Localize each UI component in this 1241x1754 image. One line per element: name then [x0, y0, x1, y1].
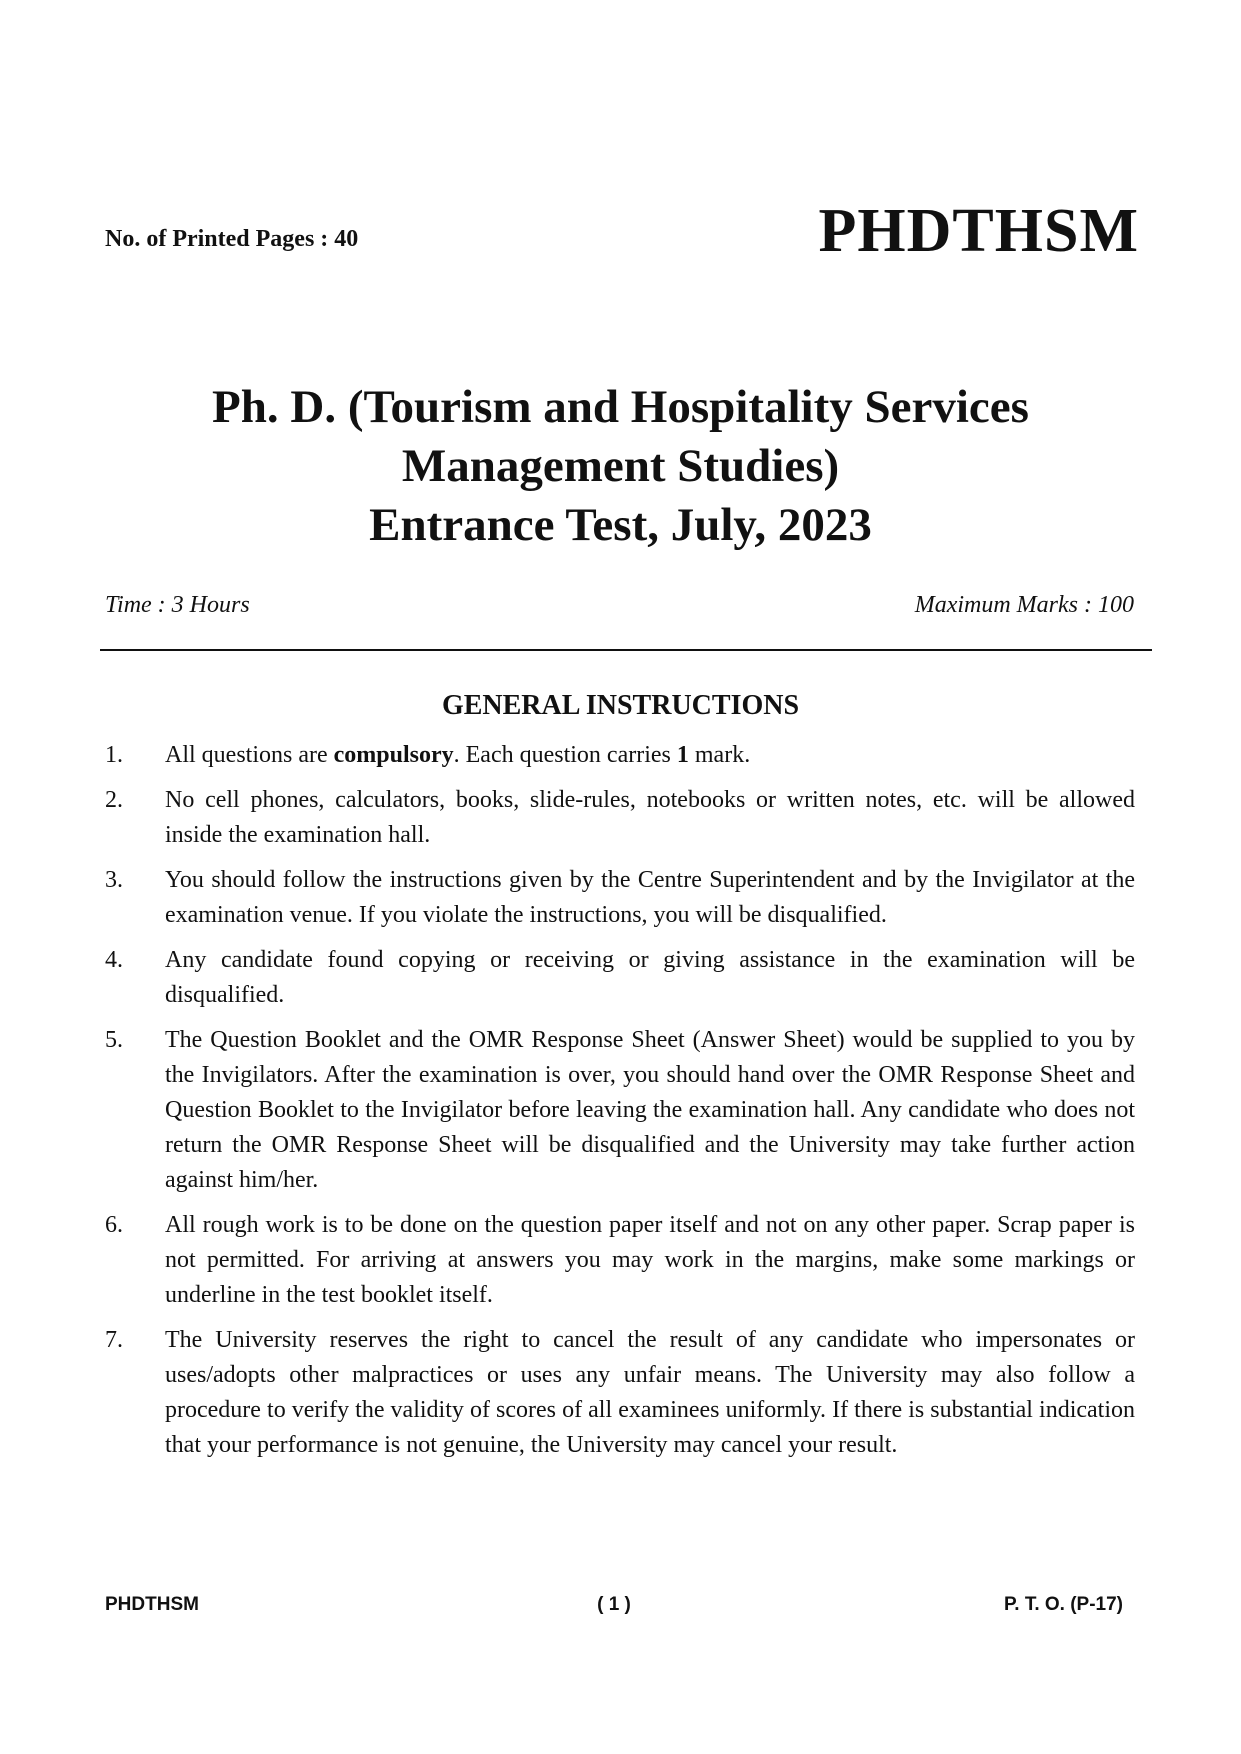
- instruction-item: [105, 1023, 1135, 1198]
- instruction-item: [105, 1208, 1135, 1313]
- footer-pto: P. T. O. (P-17): [1004, 1594, 1123, 1615]
- instruction-item: [105, 863, 1135, 933]
- printed-pages-count: No. of Printed Pages : 40: [105, 226, 359, 252]
- instruction-text: All rough work is to be done on the question paper itself and not on any other paper. Scrap paper is not permitted. For arriving at answers you may work in the margins, make some markings or underline in the test booklet itself.: [165, 1212, 1135, 1308]
- instruction-number: 5.: [105, 1027, 123, 1053]
- mark-count-emphasis: 1: [676, 742, 689, 768]
- title-line-1: Ph. D. (Tourism and Hospitality Services: [212, 381, 1029, 433]
- compulsory-emphasis: compulsory: [333, 742, 454, 768]
- instruction-number: 1.: [105, 742, 123, 768]
- instruction-number: 6.: [105, 1212, 123, 1238]
- instruction-item: [105, 783, 1135, 853]
- instruction-number: 4.: [105, 947, 123, 973]
- instruction-text: The University reserves the right to cancel the result of any candidate who impersonates or uses/adopts other malpractices or uses any unfair means. The University may also follow a procedure to verify the validity of scores of all examinees uniformly. If there is substantial indication that your performance is not genuine, the University may cancel your result.: [165, 1327, 1135, 1458]
- instruction-item: [105, 738, 1135, 773]
- document-title: [0, 378, 1241, 555]
- instruction-text: Any candidate found copying or receiving or giving assistance in the examination will be disqualified.: [165, 947, 1135, 1008]
- title-line-3: Entrance Test, July, 2023: [369, 499, 872, 551]
- instruction-text: The Question Booklet and the OMR Response Sheet (Answer Sheet) would be supplied to you by the Invigilators. After the examination is over, you should hand over the OMR Response Sheet and Question Booklet to the Invigilator before leaving the examination hall. Any candidate who does not return the OMR Response Sheet will be disqualified and the University may take further action against him/her.: [165, 1027, 1135, 1193]
- instruction-number: 2.: [105, 787, 123, 813]
- instruction-item: [105, 943, 1135, 1013]
- paper-code: PHDTHSM: [818, 197, 1139, 265]
- instructions-list: [105, 738, 1135, 1473]
- title-line-2: Management Studies): [401, 440, 840, 492]
- exam-time: Time : 3 Hours: [105, 592, 250, 618]
- instruction-text: All questions are compulsory. Each question carries 1 mark.: [165, 742, 751, 768]
- footer-page-number: ( 1 ): [597, 1594, 631, 1615]
- instruction-text: You should follow the instructions given by the Centre Superintendent and by the Invigilator at the examination venue. If you violate the instructions, you will be disqualified.: [165, 867, 1135, 928]
- horizontal-divider: [100, 649, 1152, 651]
- instruction-number: 7.: [105, 1327, 123, 1353]
- instruction-number: 3.: [105, 867, 123, 893]
- maximum-marks: Maximum Marks : 100: [914, 592, 1134, 618]
- instructions-heading: GENERAL INSTRUCTIONS: [441, 690, 800, 721]
- instruction-item: [105, 1323, 1135, 1463]
- instruction-text: No cell phones, calculators, books, slide-rules, notebooks or written notes, etc. will be allowed inside the examination hall.: [165, 787, 1135, 848]
- footer-paper-code: PHDTHSM: [105, 1594, 199, 1615]
